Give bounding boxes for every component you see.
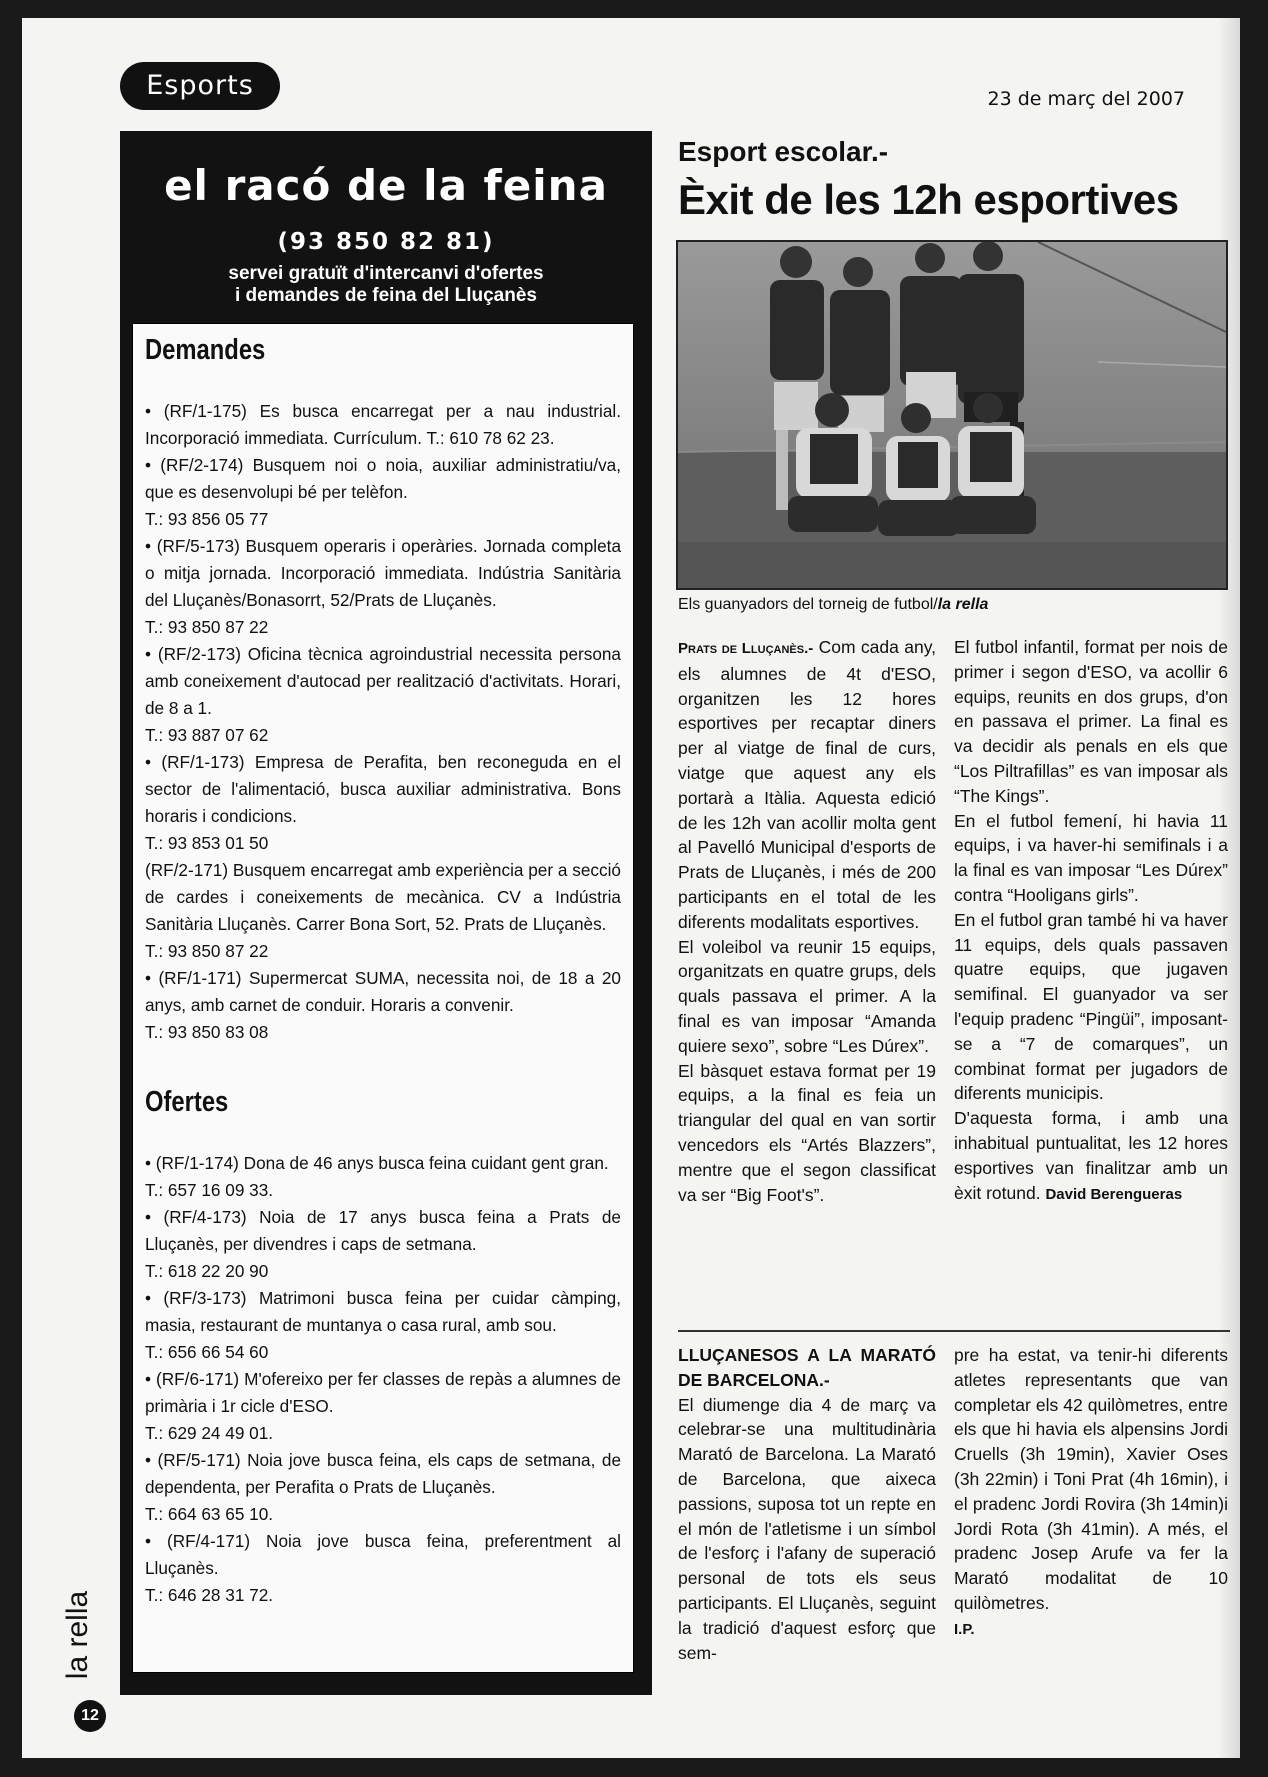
marathon-column-2 (954, 1343, 1228, 1643)
demandes-list (145, 398, 621, 1046)
list-item: T.: 93 850 87 22 (145, 941, 269, 961)
list-item: T.: 93 887 07 62 (145, 725, 269, 745)
list-item: T.: 629 24 49 01. (145, 1423, 274, 1443)
article-divider (678, 1330, 1230, 1332)
page-number: 12 (74, 1700, 106, 1732)
list-item: (RF/2-171) Busquem encarregat amb experiència per a secció de cardes i coneixements de mecànica. CV a Indústria Sanitària Lluçanès. Carrer Bona Sort, 52. Prats de Lluçanès. (145, 860, 621, 934)
article-dateline: Prats de Lluçanès.- (678, 640, 814, 657)
list-item: T.: 664 63 65 10. (145, 1504, 274, 1524)
paragraph: pre ha estat, va tenir-hi diferents atletes representants que van completar els 42 quilòmetres, entre els que hi havia els alpensins Jordi Cruells (3h 19min), Xavier Oses (3h 22min) i Toni Prat (4h 16min), i el pradenc Jordi Rovira (3h 14min)i Jordi Rota (3h 41min). A més, el pradenc Josep Arufe va fer la Marató modalitat de 10 quilòmetres. I.P. (954, 1345, 1228, 1638)
article-author: David Berengueras (1045, 1185, 1183, 1203)
article-column-2 (954, 635, 1228, 1207)
photo-caption: Els guanyadors del torneig de futbol/la rella (678, 596, 989, 613)
list-item: • (RF/1-175) Es busca encarregat per a nau industrial. Incorporació immediata. Currículum. T.: 610 78 62 23. (145, 401, 621, 448)
issue-date: 23 de març del 2007 (987, 88, 1185, 110)
job-board-phone: (93 850 82 81) (277, 229, 495, 255)
list-item: • (RF/2-174) Busquem noi o noia, auxiliar administratiu/va, que es desenvolupi bé per telèfon. (145, 455, 621, 502)
demandes-heading: Demandes (145, 334, 266, 366)
section-label: Esports (120, 62, 280, 110)
article-kicker: Esport escolar.- (678, 136, 889, 167)
paragraph: Prats de Lluçanès.- Com cada any, els alumnes de 4t d'ESO, organitzen les 12 hores esportives per recaptar diners per al viatge de final de curs, viatge que aquest any els portarà a Itàlia. Aquesta edició de les 12h van acollir molta gent al Pavelló Municipal d'esports de Prats de Lluçanès, i més de 200 participants en el total de les diferents modalitats esportives. (678, 637, 937, 932)
subtitle-line-2: i demandes de feina del Lluçanès (235, 285, 537, 306)
list-item: • (RF/4-173) Noia de 17 anys busca feina a Prats de Lluçanès, per divendres i caps de setmana. (145, 1207, 621, 1254)
list-item: • (RF/1-174) Dona de 46 anys busca feina cuidant gent gran. (145, 1153, 609, 1173)
team-photo (676, 240, 1228, 590)
team-photo-illustration (678, 242, 1226, 588)
paragraph: D'aquesta forma, i amb una inhabitual puntualitat, les 12 hores esportives van finalitzar amb un èxit rotund. David Berengueras (954, 1108, 1228, 1203)
ofertes-heading: Ofertes (145, 1086, 229, 1118)
job-board-box (120, 131, 652, 1695)
list-item: • (RF/2-173) Oficina tècnica agroindustrial necessita persona amb coneixement d'autocad per realització d'activitats. Horari, de 8 a 1. (145, 644, 621, 718)
job-board-subtitle (120, 263, 652, 307)
paragraph: El voleibol va reunir 15 equips, organitzats en quatre grups, dels quals passava el primer. A la final es van imposar “Amanda quiere sexo”, sobre “Les Dúrex”. (678, 936, 936, 1056)
paragraph (678, 1343, 936, 1393)
list-item: • (RF/4-171) Noia jove busca feina, preferentment al Lluçanès. (145, 1531, 621, 1578)
paragraph: El diumenge dia 4 de març va celebrar-se una multitudinària Marató de Barcelona. La Marató de Barcelona, que aixeca passions, suposa tot un repte en el món de l'atletisme i un símbol de l'esforç i l'afany de superació personal de tots els seus participants. El Lluçanès, seguint la tradició d'aquest esforç que sem- (678, 1394, 936, 1663)
list-item: • (RF/5-171) Noia jove busca feina, els caps de setmana, de dependenta, per Perafita o Prats de Lluçanès. (145, 1450, 621, 1497)
article-headline: Èxit de les 12h esportives (678, 176, 1179, 223)
list-item: • (RF/1-173) Empresa de Perafita, ben reconeguda en el sector de l'alimentació, busca auxiliar administrativa. Bons horaris i condicions. (145, 752, 621, 826)
paragraph: El bàsquet estava format per 19 equips, a la final es feia un triangular del qual en van sortir vencedors els “Artés Blazzers”, mentre que el segon classificat va ser “Big Foot's”. (678, 1060, 936, 1205)
list-item: T.: 93 853 01 50 (145, 833, 269, 853)
list-item: T.: 93 856 05 77 (145, 509, 269, 529)
paragraph: El futbol infantil, format per nois de primer i segon d'ESO, va acollir 6 equips, reunits en dos grups, d'on en passava el primer. La final es va decidir als penals en els que “Los Piltrafillas” es van imposar als “The Kings”. (954, 637, 1228, 806)
ofertes-list (145, 1150, 621, 1609)
list-item: • (RF/1-171) Supermercat SUMA, necessita noi, de 18 a 20 anys, amb carnet de conduir. Horaris a convenir. (145, 968, 621, 1015)
subtitle-line-1: servei gratuït d'intercanvi d'ofertes (228, 263, 544, 284)
marathon-author: I.P. (954, 1620, 975, 1638)
magazine-logo: la rella (61, 1590, 95, 1680)
list-item: T.: 93 850 87 22 (145, 617, 269, 637)
marathon-headline: LLUÇANESOS A LA MARATÓ DE BARCELONA.- (678, 1345, 936, 1390)
job-board-title: el racó de la feina (164, 161, 608, 210)
magazine-page (22, 18, 1240, 1758)
marathon-column-1 (678, 1343, 936, 1665)
list-item: T.: 93 850 83 08 (145, 1022, 269, 1042)
paragraph: En el futbol gran també hi va haver 11 equips, dels quals passaven quatre equips, que jugaven semifinal. El guanyador va ser l'equip pradenc “Pingüi”, imposant-se a “7 de comarques”, un combinat format per jugadors de diferents municipis. (954, 909, 1228, 1104)
list-item: • (RF/3-173) Matrimoni busca feina per cuidar càmping, masia, restaurant de muntanya o casa rural, amb sou. (145, 1288, 621, 1335)
caption-credit: la rella (937, 596, 989, 613)
list-item: • (RF/5-173) Busquem operaris i operàries. Jornada completa o mitja jornada. Incorporació immediata. Indústria Sanitària del Lluçanès/Bonasorrt, 52/Prats de Lluçanès. (145, 536, 621, 610)
list-item: T.: 657 16 09 33. (145, 1180, 274, 1200)
list-item: T.: 646 28 31 72. (145, 1585, 274, 1605)
job-listings (132, 323, 634, 1673)
list-item: T.: 656 66 54 60 (145, 1342, 269, 1362)
list-item: T.: 618 22 20 90 (145, 1261, 269, 1281)
list-item: • (RF/6-171) M'ofereixo per fer classes de repàs a alumnes de primària i 1r cicle d'ESO. (145, 1369, 621, 1416)
article-column-1 (678, 635, 936, 1207)
paragraph: En el futbol femení, hi havia 11 equips, i va haver-hi semifinals i a la final es van imposar “Les Dúrex” contra “Hooligans girls”. (954, 810, 1228, 905)
